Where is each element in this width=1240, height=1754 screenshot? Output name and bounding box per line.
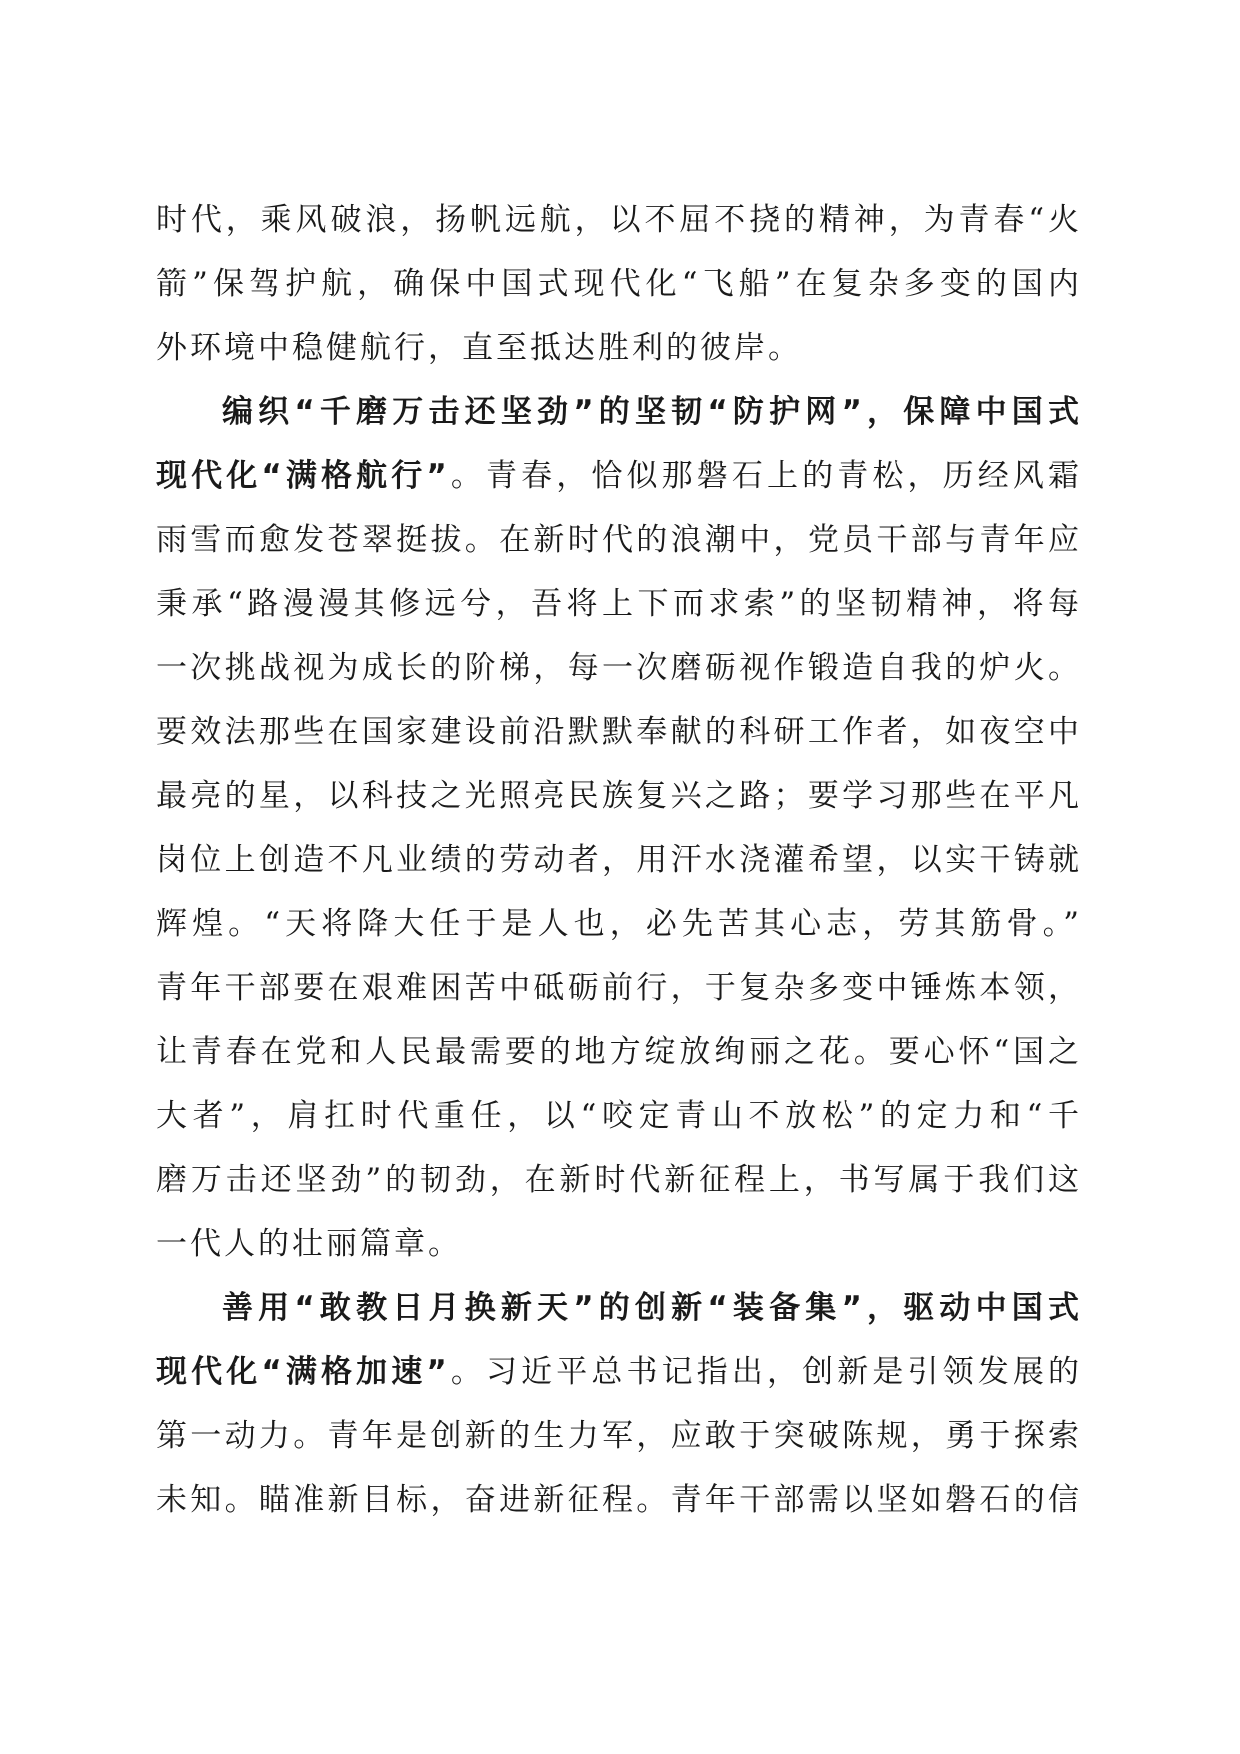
- text-line: [156, 444, 1082, 508]
- text-line: 雨雪而愈发苍翠挺拔。在新时代的浪潮中，党员干部与青年应: [156, 522, 1082, 558]
- text-line: 一代人的壮丽篇章。: [156, 1226, 462, 1262]
- text-line: 辉煌。“天将降大任于是人也，必先苦其心志，劳其筋骨。”: [156, 906, 1082, 942]
- text-line: 磨万击还坚劲”的韧劲，在新时代新征程上，书写属于我们这: [156, 1162, 1082, 1198]
- paragraph-resilience: [156, 380, 1082, 1276]
- text-line: 岗位上创造不凡业绩的劳动者，用汗水浇灌希望，以实干铸就: [156, 842, 1082, 878]
- text-run: 。习近平总书记指出，创新是引领发展的: [449, 1354, 1082, 1390]
- text-run: 。青春，恰似那磐石上的青松，历经风霜: [449, 458, 1082, 494]
- text-line: 未知。瞄准新目标，奋进新征程。青年干部需以坚如磐石的信: [156, 1482, 1082, 1518]
- text-line: 一次挑战视为成长的阶梯，每一次磨砺视作锻造自我的炉火。: [156, 650, 1082, 686]
- text-line: 外环境中稳健航行，直至抵达胜利的彼岸。: [156, 330, 802, 366]
- section-heading-tail: 现代化“满格加速”: [156, 1354, 450, 1390]
- text-line: 大者”，肩扛时代重任，以“咬定青山不放松”的定力和“千: [156, 1098, 1082, 1134]
- paragraph-continuation: [156, 188, 1082, 380]
- section-heading-line: 编织“千磨万击还坚劲”的坚韧“防护网”，保障中国式: [222, 394, 1082, 430]
- text-line: 秉承“路漫漫其修远兮，吾将上下而求索”的坚韧精神，将每: [156, 586, 1082, 622]
- text-line: 青年干部要在艰难困苦中砥砺前行，于复杂多变中锤炼本领，: [156, 970, 1082, 1006]
- text-line: 第一动力。青年是创新的生力军，应敢于突破陈规，勇于探索: [156, 1418, 1082, 1454]
- text-line: 要效法那些在国家建设前沿默默奉献的科研工作者，如夜空中: [156, 714, 1082, 750]
- text-line: 箭”保驾护航，确保中国式现代化“飞船”在复杂多变的国内: [156, 266, 1082, 302]
- text-line: 让青春在党和人民最需要的地方绽放绚丽之花。要心怀“国之: [156, 1034, 1082, 1070]
- section-heading-tail: 现代化“满格航行”: [156, 458, 450, 494]
- document-body: [156, 188, 1082, 1532]
- paragraph-innovation: [156, 1276, 1082, 1532]
- section-heading-line: 善用“敢教日月换新天”的创新“装备集”，驱动中国式: [222, 1290, 1082, 1326]
- text-line: [156, 1340, 1082, 1404]
- text-line: 时代，乘风破浪，扬帆远航，以不屈不挠的精神，为青春“火: [156, 202, 1082, 238]
- text-line: 最亮的星，以科技之光照亮民族复兴之路；要学习那些在平凡: [156, 778, 1082, 814]
